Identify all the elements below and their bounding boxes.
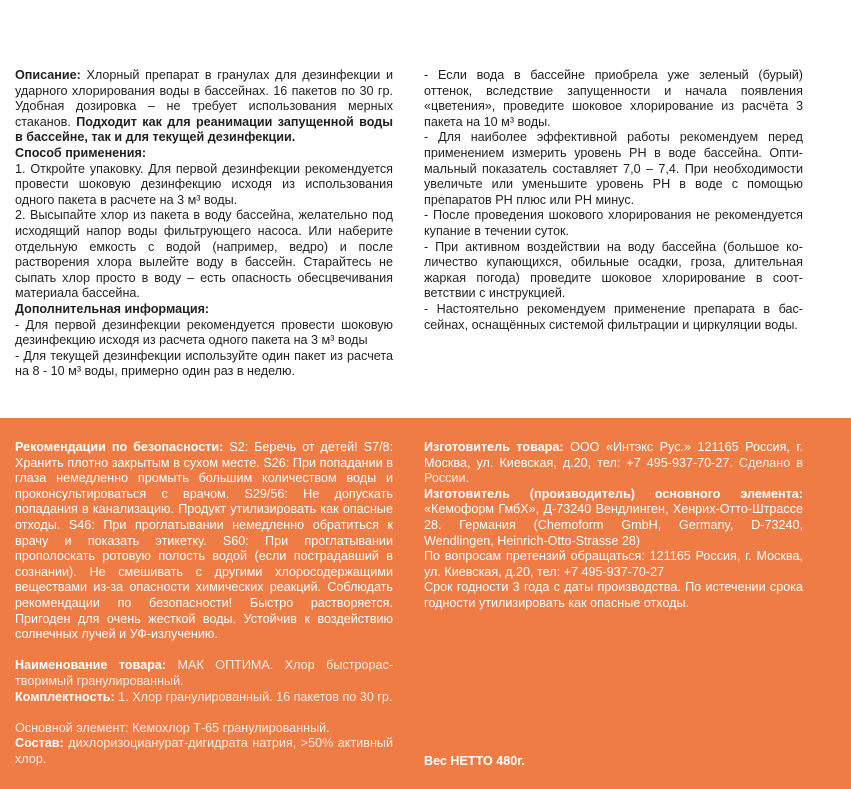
- maker-text: ООО «Интэкс Рус.» 121165 Россия, г. Москва, ул. Киевская, д.20, тел: +7 495-937-70-27.: [424, 440, 803, 470]
- description-label: Описание:: [15, 68, 81, 82]
- label-left-column: [15, 440, 393, 767]
- main-element-text: Основной элемент: Кемохлор Т-65 гранулированный.: [15, 720, 330, 735]
- description-paragraph: [15, 68, 393, 146]
- maker-paragraph: [424, 440, 803, 487]
- composition-paragraph: [15, 736, 393, 767]
- additional-info-item-5: - После проведения шокового хлорирования не рекомендуется купание в течении суток.: [424, 208, 803, 238]
- additional-info-item-6: - При активном воздействии на воду бассейна (большое количество купающихся, обильные осадки, гроза, длительная жаркая погода) проведите шоковое хлорирование в соответствии с инструкцией.: [424, 239, 803, 301]
- product-name-paragraph: [15, 658, 393, 689]
- usage-heading: Способ применения:: [15, 145, 147, 160]
- main-maker-paragraph: [424, 487, 803, 549]
- composition-label: Состав:: [15, 736, 64, 751]
- instructions-left-column: [15, 68, 393, 380]
- net-weight: Вес НЕТТО 480г.: [424, 754, 525, 768]
- description-text: Хлорный препарат в гранулах для дезинфекции и ударного хлорирования воды в бассейнах. 16 пакетов по 30 гр. Удобная дозировка – не требует использования мерных стаканов.: [15, 68, 393, 129]
- safety-paragraph: [15, 440, 393, 643]
- safety-label: Рекомендации по безопасности:: [15, 440, 224, 454]
- label-info-section: [0, 418, 851, 789]
- additional-info-item-4: - Для наиболее эффективной работы рекомендуем перед применением измерить уровень PH в воде бассейна. Оптимальный показатель составляет 7,0 – 7,4. При необходимости увеличьте или уменьшите уровень PH в воде с помощью препаратов PH плюс или PH минус.: [424, 130, 803, 207]
- maker-label: Изготовитель товара:: [424, 440, 564, 454]
- shelf-life-text: Срок годности 3 года с даты производства. По истечении срока годности утилизировать как опасные отходы.: [424, 580, 803, 610]
- main-maker-label: Изготовитель (производитель) основного элемента:: [424, 486, 803, 501]
- kit-label: Комплектность:: [15, 689, 115, 704]
- product-name-text: МАК ОПТИМА. Хлор быстрорастворимый гранулированный.: [15, 658, 393, 688]
- kit-text: 1. Хлор гранулированный. 16 пакетов по 30 гр.: [114, 689, 393, 704]
- composition-text: дихлоризоцианурат-дигидрата натрия, >50% активный хлор.: [15, 736, 393, 766]
- safety-text: S2: Беречь от детей! S7/8: Хранить плотно закрытым в сухом месте. S26: При попадании в глаза немедленно промыть большим количеством воды и проконсультироваться с врачом. S29/56: Не допускать попадания в канализацию. Продукт утилизировать как опасные отходы. S46: При проглатывании немедленно обратиться к врачу и показать этикетку. S60: При проглатывании прополоскать ротовую полость водой (если пострадавший в сознании). Не смешивать с другими хлоросодержащими веществами из-за опасности химических реакций. Соблюдать рекомендации по безопасности! Быстро растворяется. Пригоден для очень жесткой воды. Устойчив к воздействию солнечных лучей и УФ-излучению.: [15, 440, 393, 642]
- additional-info-item-3: - Если вода в бассейне приобрела уже зеленый (бурый) оттенок, вследствие запущенности и начала появления «цветения», проведите шоковое хлорирование из расчёта 3 пакета на 10 м³ воды.: [424, 68, 803, 129]
- made-in-text: Сделано в России.: [424, 455, 803, 486]
- instructions-right-column: [424, 68, 803, 333]
- main-maker-text: «Кемоформ ГмбХ», Д-73240 Вендлинген, Хенрих-Отто-Штрассе 28. Германия (Chemoform GmbH, Germany, D-73240, Wendlingen, Heinrich-Otto-Strasse 28): [424, 502, 803, 548]
- description-highlight: Подходит как для реанимации запущенной воды в бассейне, так и для текущей дезинфекции.: [15, 114, 393, 145]
- usage-step-2: 2. Высыпайте хлор из пакета в воду бассейна, желательно под исходящий напор воды фильтрующего насоса. Или наберите отдельную емкость с водой (например, ведро) и после растворения хлора вылейте воду в бассейн. Старайтесь не сыпать хлор просто в воду – есть опасность обесцвечивания материала бассейна.: [15, 208, 393, 301]
- product-name-label: Наименование товара:: [15, 658, 167, 673]
- kit-paragraph: [15, 690, 393, 706]
- claims-text: По вопросам претензий обращаться: 121165 Россия, г. Москва, ул. Киевская, д.20, тел: +7 495-937-70-27: [424, 549, 803, 579]
- additional-info-heading: Дополнительная информация:: [15, 301, 210, 316]
- additional-info-item-7: - Настоятельно рекомендуем применение препарата в бассейнах, оснащённых системой фильтрации и циркуляции воды.: [424, 301, 803, 332]
- additional-info-item-2: - Для текущей дезинфекции используйте один пакет из расчета на 8 - 10 м³ воды, примерно один раз в неделю.: [15, 348, 393, 379]
- label-right-column: [424, 440, 803, 612]
- additional-info-item-1: - Для первой дезинфекции рекомендуется провести шоковую дезинфекцию исходя из расчета одного пакета на 3 м³ воды: [15, 317, 393, 348]
- usage-step-1: 1. Откройте упаковку. Для первой дезинфекции рекомендуется провести шоковую дезинфекцию исходя из использования одного пакета в расчете на 3 м³ воды.: [15, 161, 393, 207]
